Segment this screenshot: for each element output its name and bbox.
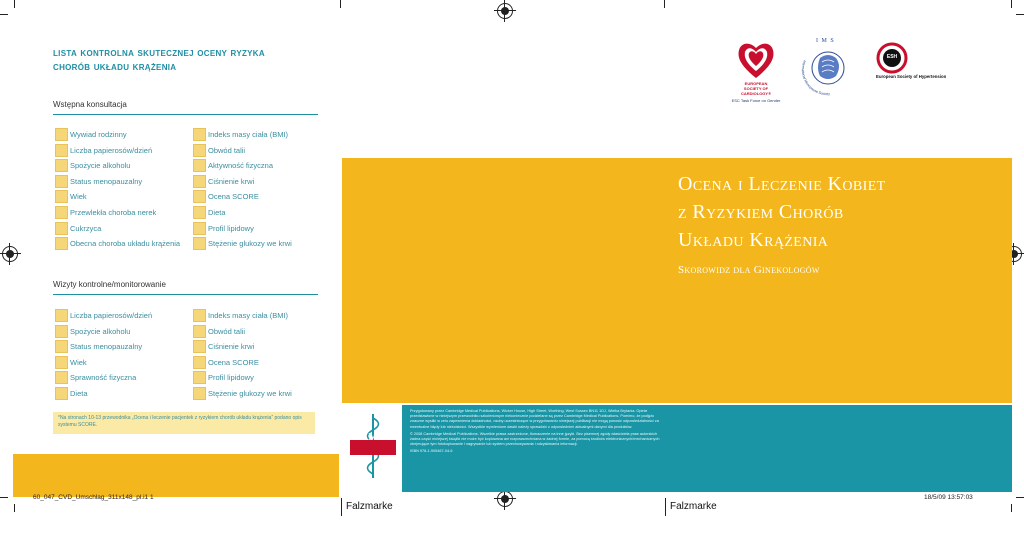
print-timestamp: 18/5/09 13:57:03 xyxy=(924,494,973,501)
checkbox[interactable] xyxy=(55,356,68,369)
copyright-paragraph: © 2008 Cambridge Medical Publications. Wszelkie prawa zastrzeżone, tłumaczenie na inne języki. Bez pisemnej zgody właściciela praw autorskich żadna część niniejszej książki nie może być kopiowana ani rozpowszechniana w żadnej formie, za pomocą środków elektronicznych/mechanicznych obejmujące tym fotokopiowanie i nagrywanie lub system przechowywania i odzyskiwania informacji. xyxy=(410,431,660,447)
crop-mark xyxy=(1011,0,1012,8)
checkbox[interactable] xyxy=(55,371,68,384)
registration-mark-icon xyxy=(497,3,513,19)
crop-mark xyxy=(1016,14,1024,15)
section-divider xyxy=(53,114,318,115)
checklist-item-label: Wiek xyxy=(70,357,87,367)
yellow-strip xyxy=(13,454,339,497)
checkbox[interactable] xyxy=(193,340,206,353)
checklist-item-label: Status menopauzalny xyxy=(70,176,143,186)
falzmarke-right: Falzmarke xyxy=(670,501,717,512)
checklist-item-label: Stężenie glukozy we krwi xyxy=(208,239,292,249)
crop-mark xyxy=(14,0,15,8)
checklist-item-label: Aktywność fizyczna xyxy=(208,161,274,171)
checklist-item-label: Wywiad rodzinny xyxy=(70,130,127,139)
section-heading-followup: Wizyty kontrolne/monitorowanie xyxy=(53,280,166,289)
crop-mark xyxy=(14,504,15,512)
esh-badge: ESH xyxy=(886,54,898,60)
checkbox[interactable] xyxy=(193,325,206,338)
checklist-item-label: Liczba papierosów/dzień xyxy=(70,311,153,320)
checkbox[interactable] xyxy=(55,387,68,400)
cover-title-line1: Ocena i Leczenie Kobiet xyxy=(678,173,886,195)
falzmarke-left: Falzmarke xyxy=(346,501,393,512)
esc-line2: SOCIETY OF xyxy=(743,86,769,91)
checkbox[interactable] xyxy=(55,340,68,353)
cmp-logo-icon xyxy=(348,410,398,482)
checkbox[interactable] xyxy=(55,190,68,203)
esh-caption: European Society of Hypertension xyxy=(876,74,947,79)
checkbox[interactable] xyxy=(193,237,206,250)
checklist-item-label: Sprawność fizyczna xyxy=(70,373,137,383)
checklist-title-line2: chorób układu krążenia xyxy=(53,61,177,73)
checklist-item-label: Cukrzyca xyxy=(70,223,102,233)
publisher-text xyxy=(410,409,660,457)
checkbox[interactable] xyxy=(55,128,68,141)
registration-mark-icon xyxy=(2,246,18,262)
checklist-title xyxy=(53,46,265,74)
ims-logo-icon xyxy=(798,40,856,96)
ims-label: I M S xyxy=(816,38,835,44)
esc-task-force-caption: ESC Task Force on Gender xyxy=(731,98,781,103)
ims-arc-text: International Menopause Society xyxy=(800,59,831,96)
checkbox[interactable] xyxy=(193,190,206,203)
checkbox[interactable] xyxy=(55,222,68,235)
section-divider xyxy=(53,294,318,295)
checkbox[interactable] xyxy=(55,175,68,188)
esc-wordmark xyxy=(731,81,781,96)
checkbox[interactable] xyxy=(55,144,68,157)
crop-mark xyxy=(0,14,8,15)
checkbox[interactable] xyxy=(193,159,206,172)
checkbox[interactable] xyxy=(193,356,206,369)
checklist-item-label: Profil lipidowy xyxy=(208,223,254,233)
crop-mark xyxy=(1011,504,1012,512)
section-heading-initial: Wstępna konsultacja xyxy=(53,100,127,109)
checklist-item-label: Liczba papierosów/dzień xyxy=(70,145,153,155)
checklist-item-label: Obwód talii xyxy=(208,145,246,155)
checkbox[interactable] xyxy=(193,371,206,384)
checklist-item-label: Indeks masy ciała (BMI) xyxy=(208,311,289,320)
checkbox[interactable] xyxy=(193,206,206,219)
cover-title-line2: z Ryzykiem Chorób xyxy=(678,201,844,223)
esc-line1: EUROPEAN xyxy=(744,81,768,86)
esc-heart-logo-icon xyxy=(735,38,777,82)
checkbox[interactable] xyxy=(55,237,68,250)
checklist-item-label: Ocena SCORE xyxy=(208,192,259,202)
checklist-item-label: Obwód talii xyxy=(208,326,246,336)
checklist-item-label: Dieta xyxy=(208,208,226,217)
fold-line xyxy=(341,498,342,516)
checklist-item-label: Stężenie glukozy we krwi xyxy=(208,389,292,398)
checkbox[interactable] xyxy=(193,175,206,188)
checkbox[interactable] xyxy=(55,159,68,172)
checkbox[interactable] xyxy=(55,309,68,322)
checkbox[interactable] xyxy=(193,128,206,141)
checklist-item-label: Status menopauzalny xyxy=(70,342,143,352)
checklist-item-label: Spożycie alkoholu xyxy=(70,161,131,171)
checkbox[interactable] xyxy=(193,222,206,235)
checkbox[interactable] xyxy=(193,309,206,322)
file-label: 60_047_CVD_Umschlag_311x148_pl.i1 1 xyxy=(33,494,154,501)
checklist-item-label: Przewlekła choroba nerek xyxy=(70,208,157,217)
checklist-item-label: Obecna choroba układu krążenia xyxy=(70,239,181,249)
esc-line3: CARDIOLOGY® xyxy=(740,91,772,96)
checklist-item-label: Dieta xyxy=(70,389,88,398)
crop-mark xyxy=(664,0,665,8)
checkbox[interactable] xyxy=(193,144,206,157)
score-note: *Na stronach 10-13 przewodnika „Ocena i leczenie pacjentek z ryzykiem chorób układu krążenia” podano opis systemu SCORE. xyxy=(58,415,302,428)
checklist-item-label: Profil lipidowy xyxy=(208,373,254,383)
checklist-item-label: Ocena SCORE xyxy=(208,357,259,367)
checklist-item-label: Ciśnienie krwi xyxy=(208,176,255,186)
cover-title-line3: Układu Krążenia xyxy=(678,229,829,251)
checklist-title-line1: lista kontrolna skutecznej oceny ryzyka xyxy=(53,47,265,59)
checklist-item-label: Wiek xyxy=(70,192,87,202)
crop-mark xyxy=(0,497,8,498)
isbn: ISBN 978-1-905467-04-6 xyxy=(410,449,453,454)
cover-title xyxy=(678,170,1008,254)
cover-subtitle: Skorowidz dla Ginekologów xyxy=(678,264,820,276)
checklist-item-label: Ciśnienie krwi xyxy=(208,342,255,352)
registration-mark-icon xyxy=(497,491,513,507)
checkbox[interactable] xyxy=(55,325,68,338)
checkbox[interactable] xyxy=(193,387,206,400)
checklist-item-label: Spożycie alkoholu xyxy=(70,326,131,336)
crop-mark xyxy=(340,0,341,8)
fold-line xyxy=(665,498,666,516)
cmp-label: CMP xyxy=(360,432,386,443)
checkbox[interactable] xyxy=(55,206,68,219)
checklist-item-label: Indeks masy ciała (BMI) xyxy=(208,130,289,139)
crop-mark xyxy=(1016,497,1024,498)
publisher-paragraph: Przygotowany przez Cambridge Medical Publications, Wicker House, High Street, Worthing, West Sussex BN11 1DJ, Wielka Brytania. Opinie przedstawione w niniejszym przewodniku szkoleniowym niekoniecznie podzielane są przez Cambridge Medical Publications. Pomimo, że podjęto znaczne wysiłki w celu zapewnienia dokładności, osoby uczestniczące w przygotowaniu niniejszej publikacji nie mogą ponosić odpowiedzialności za ewentualne błędy lub nieścisłości. Wszystkie wymienione dawki należy sprawdzić z odpowiednimi aktualnymi danymi dla produktów. xyxy=(410,409,659,429)
